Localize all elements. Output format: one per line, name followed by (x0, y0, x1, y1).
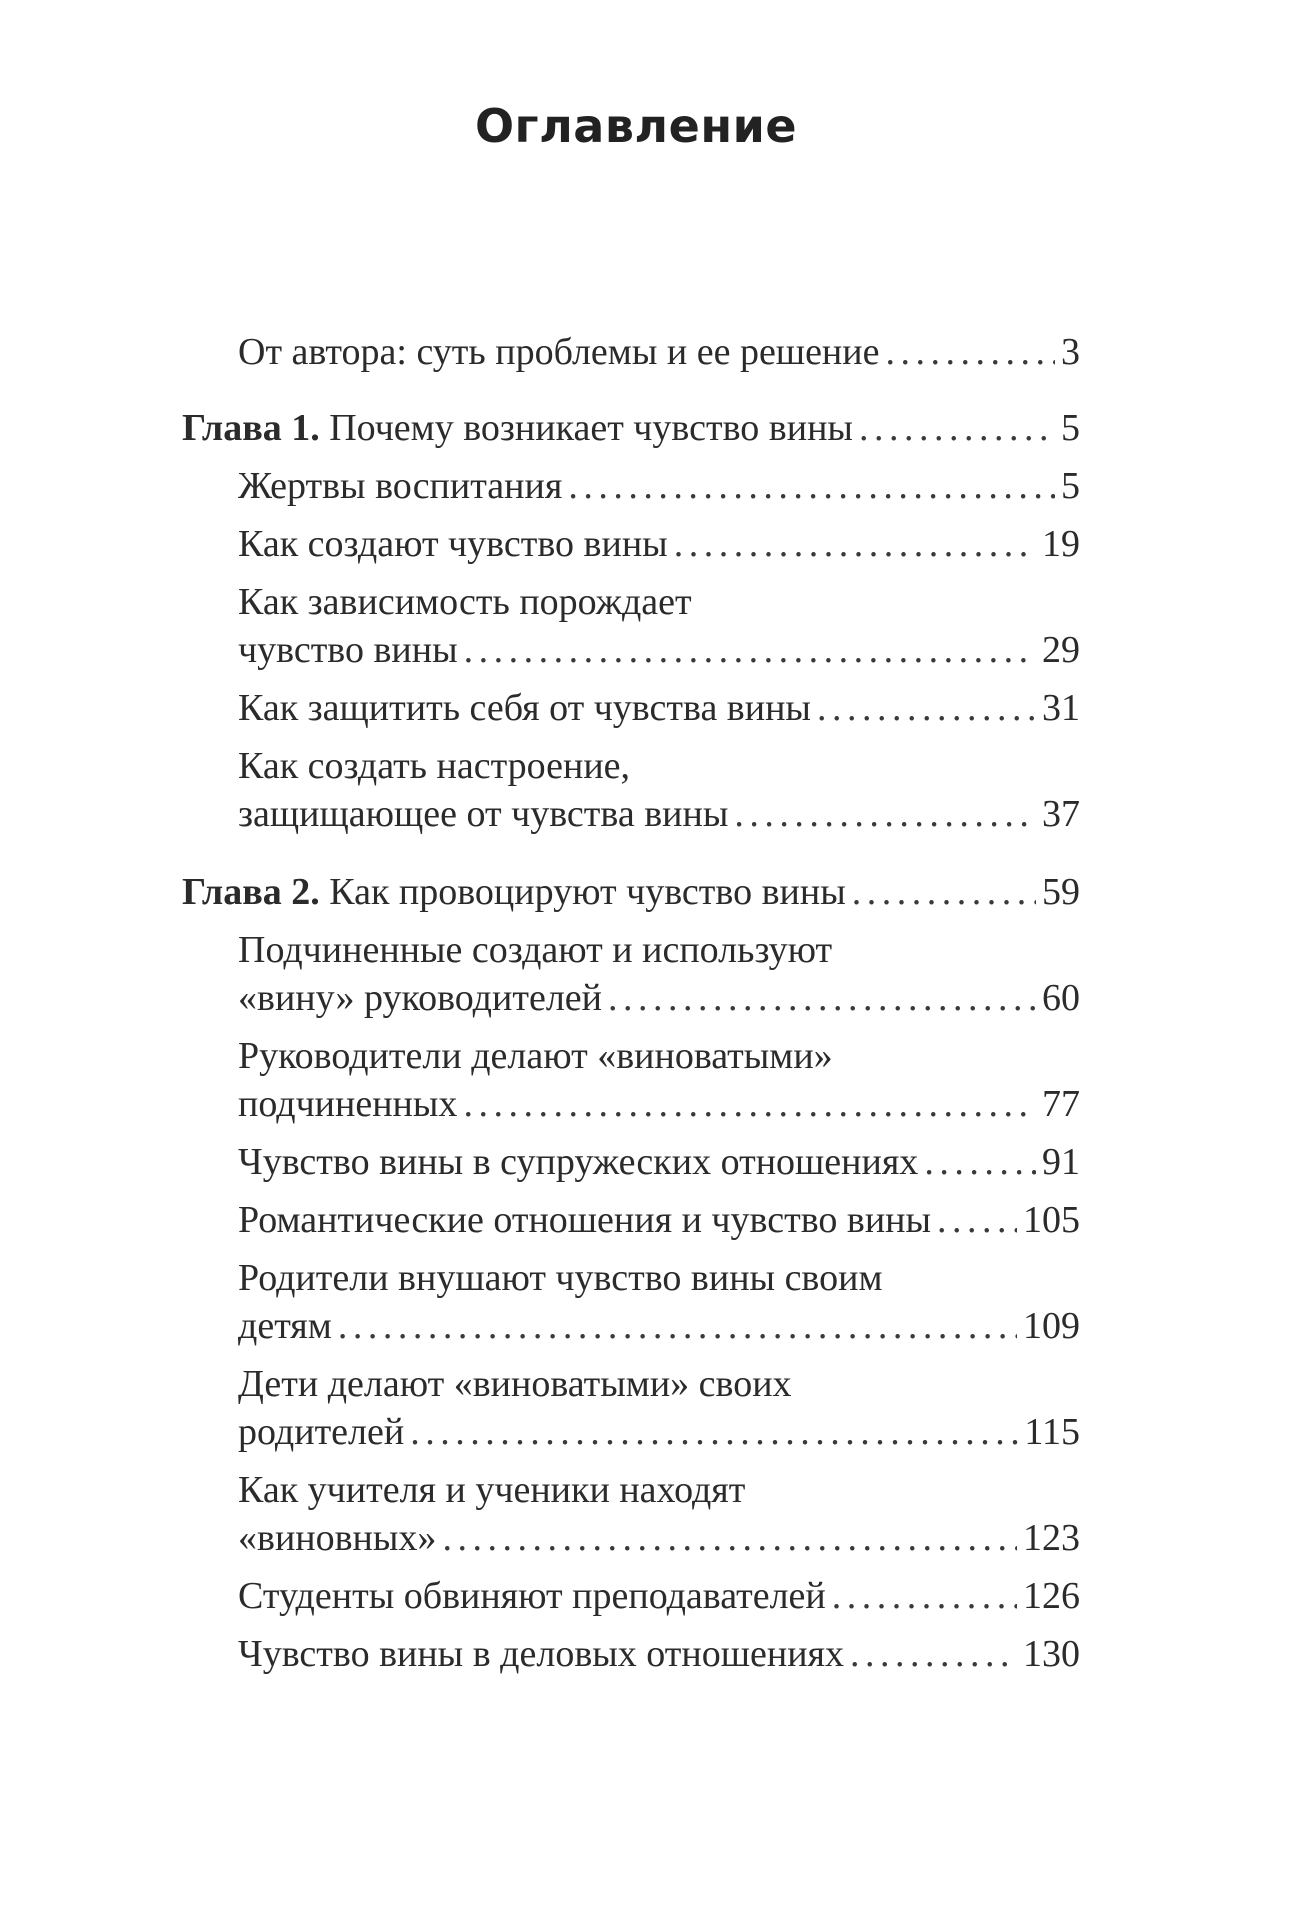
toc-entry-title: чувство вины (238, 629, 458, 671)
toc-page-number: 37 (1042, 793, 1080, 835)
toc-entry[interactable] (238, 1032, 1080, 1128)
toc-page-number: 5 (1061, 407, 1080, 449)
toc-entry-intro[interactable] (238, 328, 1080, 376)
toc-page-number: 115 (1024, 1411, 1080, 1453)
dot-leader (885, 328, 1055, 376)
toc-entry[interactable] (238, 1360, 1080, 1456)
toc-page-number: 59 (1042, 871, 1080, 913)
dot-leader (608, 974, 1036, 1022)
dot-leader (442, 1514, 1017, 1562)
chapter-title: Почему возникает чувство вины (329, 407, 853, 449)
dot-leader (924, 1138, 1036, 1186)
toc-page-number: 77 (1042, 1083, 1080, 1125)
dot-leader (850, 1630, 1017, 1678)
dot-leader (568, 462, 1055, 510)
chapter-title: Как провоцируют чувство вины (329, 871, 846, 913)
toc-page-number: 19 (1042, 523, 1080, 565)
dot-leader (674, 520, 1036, 568)
toc-page-number: 126 (1023, 1575, 1080, 1617)
toc-entry-title: детям (238, 1305, 332, 1347)
toc-chapter-2[interactable] (182, 868, 1080, 916)
toc-entry-title-line: Дети делают «виноватыми» своих (238, 1363, 792, 1405)
toc-page-number: 105 (1023, 1199, 1080, 1241)
toc-page-number: 29 (1042, 629, 1080, 671)
toc-entry-title-line: Как создать настроение, (238, 745, 631, 787)
toc-page-number: 130 (1023, 1633, 1080, 1675)
toc-entry-title-line: Родители внушают чувство вины своим (238, 1257, 883, 1299)
toc-page-number: 91 (1042, 1141, 1080, 1183)
dot-leader (852, 868, 1036, 916)
dot-leader (464, 626, 1036, 674)
toc-entry[interactable] (238, 520, 1080, 568)
toc-entry[interactable] (238, 462, 1080, 510)
toc-page-number: 31 (1042, 687, 1080, 729)
dot-leader (338, 1302, 1017, 1350)
dot-leader (859, 404, 1055, 452)
toc-entry[interactable] (238, 926, 1080, 1022)
toc-entry-title: подчиненных (238, 1083, 458, 1125)
toc-entry-title: родителей (238, 1411, 405, 1453)
dot-leader (937, 1196, 1017, 1244)
toc-entry[interactable] (238, 1254, 1080, 1350)
toc-entry[interactable] (238, 1196, 1080, 1244)
toc-page-number: 5 (1061, 465, 1080, 507)
toc-entry-title: Студенты обвиняют преподавателей (238, 1575, 826, 1617)
dot-leader (832, 1572, 1017, 1620)
toc-chapter-1[interactable] (182, 404, 1080, 452)
toc-entry[interactable] (238, 1572, 1080, 1620)
toc-entry[interactable] (238, 1630, 1080, 1678)
toc-page-number: 109 (1023, 1305, 1080, 1347)
toc-entry-title: Романтические отношения и чувство вины (238, 1199, 932, 1241)
table-of-contents (0, 328, 1312, 1678)
toc-entry-title: Чувство вины в супружеских отношениях (238, 1141, 919, 1183)
toc-entry-title: защищающее от чувства вины (238, 793, 729, 835)
dot-leader (410, 1408, 1018, 1456)
toc-entry-title: От автора: суть проблемы и ее решение (238, 331, 880, 373)
toc-page-number: 123 (1023, 1517, 1080, 1559)
dot-leader (734, 790, 1036, 838)
page-title: Оглавление (474, 99, 798, 153)
toc-entry-title: «вину» руководителей (238, 977, 602, 1019)
toc-page-number: 3 (1061, 331, 1080, 373)
toc-entry-title-line: Подчиненные создают и используют (238, 929, 833, 971)
toc-entry[interactable] (238, 684, 1080, 732)
chapter-label: Глава 1. (182, 407, 320, 449)
toc-page-number: 60 (1042, 977, 1080, 1019)
chapter-label: Глава 2. (182, 871, 320, 913)
toc-entry-title: Как создают чувство вины (238, 523, 668, 565)
toc-entry-title: Чувство вины в деловых отношениях (238, 1633, 845, 1675)
dot-leader (463, 1080, 1036, 1128)
toc-entry[interactable] (238, 742, 1080, 838)
toc-entry-title: Жертвы воспитания (238, 465, 563, 507)
toc-entry-title: «виновных» (238, 1517, 437, 1559)
toc-entry-title-line: Как учителя и ученики находят (238, 1469, 746, 1511)
toc-entry[interactable] (238, 1466, 1080, 1562)
toc-entry-title-line: Руководители делают «виноватыми» (238, 1035, 833, 1077)
dot-leader (817, 684, 1036, 732)
toc-entry[interactable] (238, 578, 1080, 674)
toc-entry-title: Как защитить себя от чувства вины (238, 687, 811, 729)
toc-entry-title-line: Как зависимость порождает (238, 581, 692, 623)
toc-entry[interactable] (238, 1138, 1080, 1186)
